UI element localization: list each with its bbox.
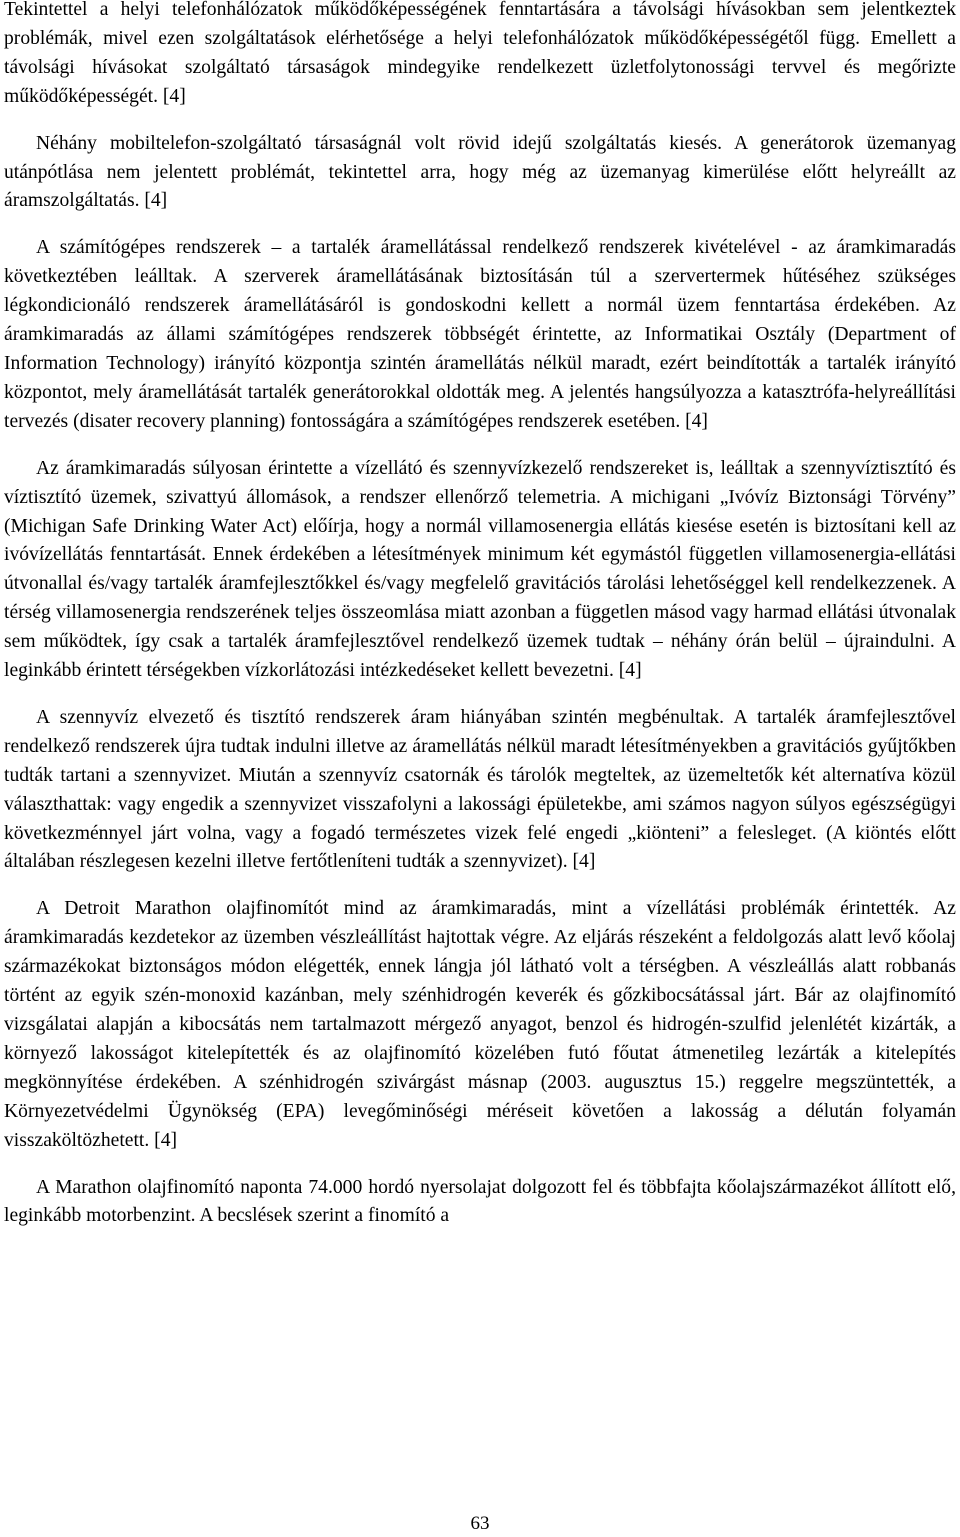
page-number: 63 [470,1513,490,1534]
paragraph-refinery-capacity: A Marathon olajfinomító naponta 74.000 hordó nyersolajat dolgozott fel és többfajta kőolajszármazékot állított elő, leginkább motorbenzint. A becslések szerint a finomító a [4,1176,956,1227]
paragraph-telephone-networks: Tekintettel a helyi telefonhálózatok működőképességének fenntartására a távolsági hívásokban sem jelentkeztek problémák, mivel ezen szolgáltatások elérhetősége a helyi telefonhálózatok működőképességétől függ. Emellett a távolsági hívásokat szolgáltató társaságok mindegyike rendelkezett üzletfolytonossági tervvel és megőrizte működőképességét. [4] [4,0,956,107]
paragraph-sewage-systems: A szennyvíz elvezető és tisztító rendszerek áram hiányában szintén megbénultak. A tartalék áramfejlesztővel rendelkező rendszerek újra tudtak indulni illetve az áramellátás nélkül maradt létesítményekben a gravitációs gyűjtőkben tudták tartani a szennyvizet. Miután a szennyvíz csatornák és tárolók megteltek, az üzemeltetők két alternatíva közül választhattak: vagy engedik a szennyvizet visszafolyni a lakossági épületekbe, ami számos nagyon súlyos egészségügyi következménnyel járt volna, vagy a fogadó természetes vizek felé engedi „kiönteni” a felesleget. (A kiöntés előtt általában részlegesen kezelni illetve fertőtleníteni tudták a szennyvizet). [4] [4,706,956,873]
paragraph-computer-systems: A számítógépes rendszerek – a tartalék áramellátással rendelkező rendszerek kivételével - az áramkimaradás következtében leálltak. A szerverek áramellátásának biztosításán túl a szervertermek hűtéséhez szükséges légkondicionáló rendszerek áramellátásáról is gondoskodni kellett a normál üzem fenntartása érdekében. Az áramkimaradás az állami számítógépes rendszerek többségét érintette, az Informatikai Osztály (Department of Information Technology) irányító központja szintén áramellátás nélkül maradt, ezért beindították a tartalék irányító központot, mely áramellátását tartalék generátorokkal oldották meg. A jelentés hangsúlyozza a katasztrófa-helyreállítási tervezés (disater recovery planning) fontosságára a számítógépes rendszerek esetében. [4] [4,237,956,432]
paragraph-water-supply: Az áramkimaradás súlyosan érintette a vízellátó és szennyvízkezelő rendszereket is, leálltak a szennyvíztisztító és víztisztító üzemek, szivattyú állomások, a rendszer ellenőrző telemetria. A michigani „Ivóvíz Biztonsági Törvény” (Michigan Safe Drinking Water Act) előírja, hogy a normál villamosenergia ellátás kiesése esetén is biztosítani kell az ivóvízellátás fenntartását. Ennek érdekében a létesítmények minimum két egymástól független villamosenergia-ellátási útvonallal és/vagy tartalék áramfejlesztőkkel és/vagy megfelelő gravitációs tárolási lehetőséggel kell rendelkezzenek. A térség villamosenergia rendszerének teljes összeomlása miatt azonban a független másod vagy harmad ellátási útvonalak sem működtek, így csak a tartalék áramfejlesztővel rendelkező üzemek tudtak – néhány órán belül – újraindulni. A leginkább érintett térségekben vízkorlátozási intézkedéseket kellett bevezetni. [4] [4,457,956,682]
paragraph-mobile-providers: Néhány mobiltelefon-szolgáltató társaságnál volt rövid idejű szolgáltatás kiesés. A generátorok üzemanyag utánpótlása nem jelentett problémát, tekintettel arra, hogy még az üzemanyag kimerülése előtt helyreállt az áramszolgáltatás. [4] [4,132,956,212]
paragraph-detroit-refinery: A Detroit Marathon olajfinomítót mind az áramkimaradás, mint a vízellátási problémák érintették. Az áramkimaradás kezdetekor az üzemben vészleállítást hajtottak végre. Az eljárás részeként a feldolgozás alatt levő kőolaj származékokat biztonságos módon elégették, ennek lángja jól látható volt a térségben. A vészleállás alatt robbanás történt az egyik szén-monoxid kazánban, mely szénhidrogén keverék és gőzkibocsátással járt. Bár az olajfinomító vizsgálatai alapján a kibocsátás nem tartalmazott mérgező anyagot, benzol és hidrogén-szulfid jelenlétét kizárták, a környező lakosságot kitelepítették és az olajfinomító közelében futó főutat átmenetileg lezárták a kitelepítés megkönnyítése érdekében. A szénhidrogén szivárgást másnap (2003. augusztus 15.) reggelre megszüntették, a Környezetvédelmi Ügynökség (EPA) levegőminőségi méréseit követően a lakosság a délután folyamán visszaköltözhetett. [4] [4,898,956,1151]
document-page [4,0,956,1249]
